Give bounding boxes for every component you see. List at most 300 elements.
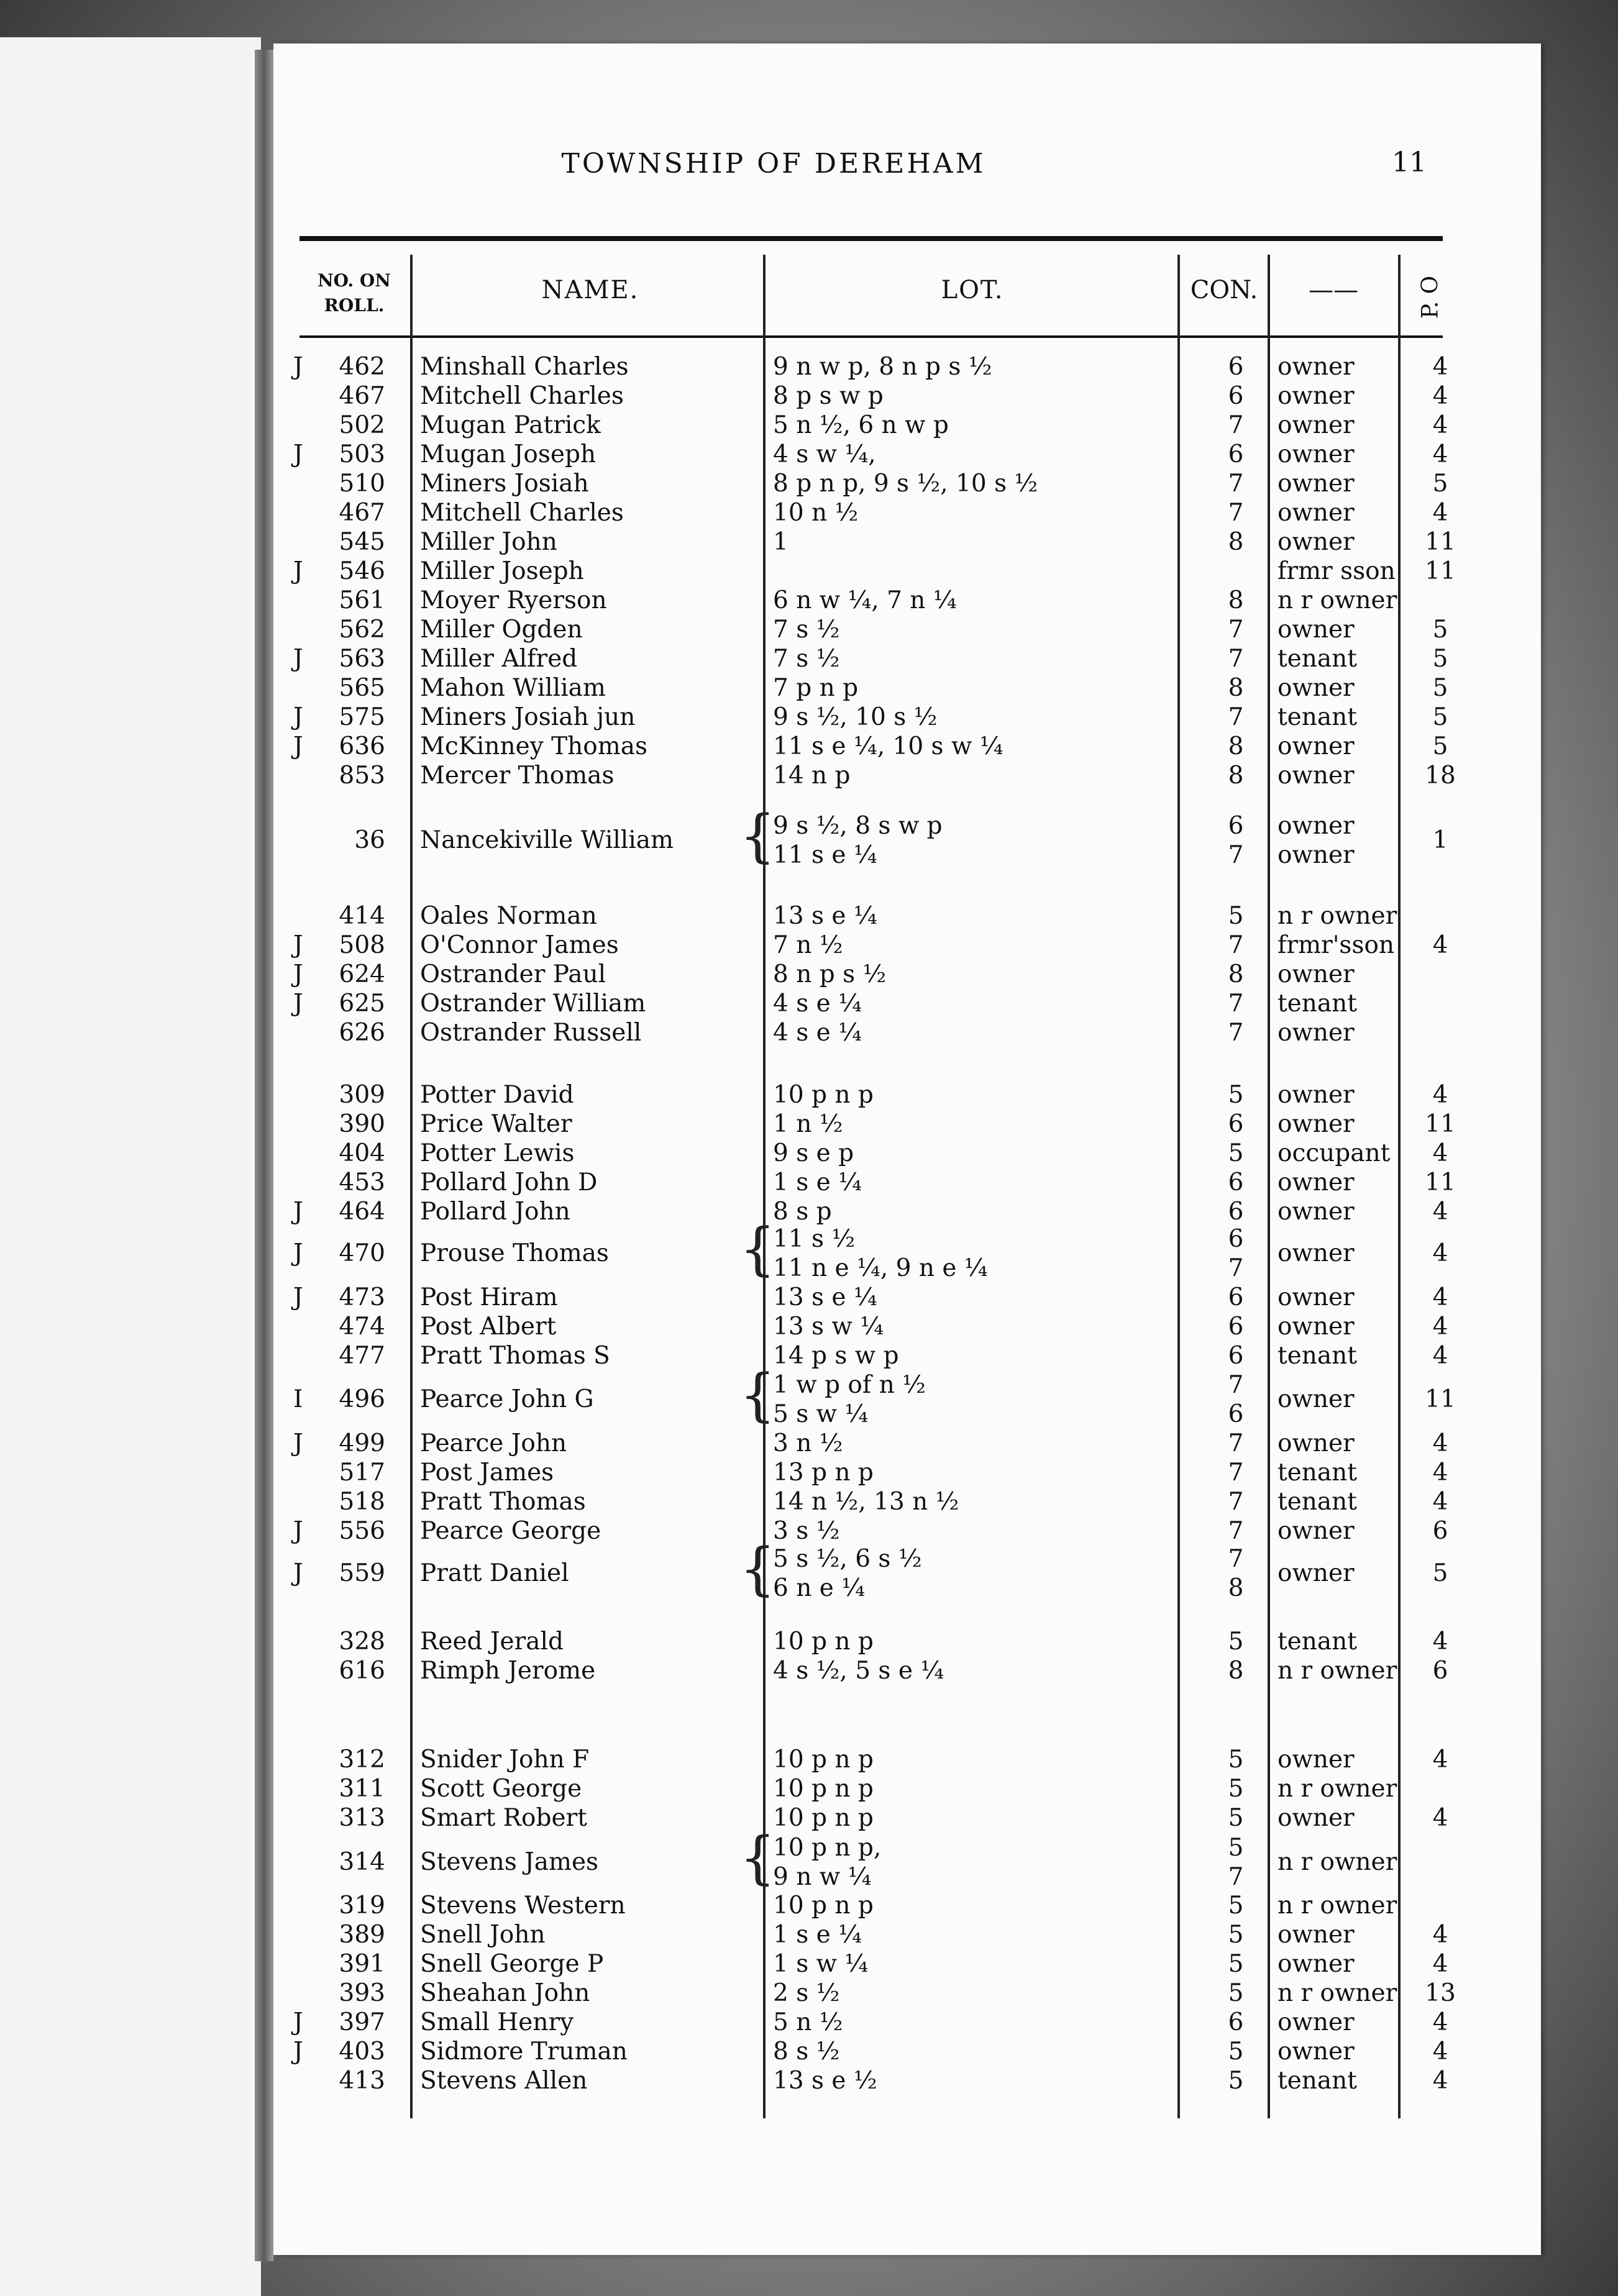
cell-po: 5 [1432, 1559, 1448, 1587]
cell-po: 4 [1432, 1198, 1448, 1226]
cell-con: 5 [1228, 1081, 1244, 1109]
cell-j: J [293, 645, 303, 673]
cell-name: Post Albert [420, 1313, 557, 1341]
cell-name: Miller Alfred [420, 645, 578, 673]
cell-roll: 853 [339, 762, 385, 790]
cell-occ: owner [1277, 1517, 1355, 1545]
cell-j: I [293, 1385, 303, 1413]
cell-roll: 477 [339, 1342, 385, 1370]
cell-name: Pearce John [420, 1429, 567, 1457]
cell-con: 8 [1228, 586, 1244, 614]
cell-po: 4 [1432, 353, 1448, 381]
cell-po: 6 [1432, 1517, 1448, 1545]
cell-name: Sidmore Truman [420, 2038, 628, 2066]
cell-name: Post James [420, 1459, 554, 1487]
cell-con: 7 [1228, 1019, 1244, 1047]
cell-occ: n r owner [1277, 1775, 1397, 1803]
cell-lot: 10 p n p [773, 1746, 874, 1774]
cell-name: Ostrander William [420, 990, 646, 1018]
cell-roll: 499 [339, 1429, 385, 1457]
cell-lot: 3 n ½ [773, 1429, 843, 1457]
cell-lot: 10 p n p [773, 1081, 874, 1109]
cell-roll: 467 [339, 499, 385, 527]
cell-j: J [293, 353, 303, 381]
book-spine [255, 50, 273, 2261]
cell-name: Miners Josiah jun [420, 703, 636, 731]
cell-roll: 404 [339, 1139, 385, 1167]
cell-con: 7 [1228, 470, 1244, 498]
page-number: 11 [1392, 147, 1427, 178]
cell-lot: 10 p n p, [773, 1833, 882, 1862]
brace-icon: { [739, 1362, 776, 1428]
cell-con: 6 [1228, 1110, 1244, 1138]
cell-po: 4 [1432, 1081, 1448, 1109]
cell-con-second-line: 7 [1228, 840, 1244, 869]
cell-roll: 510 [339, 470, 385, 498]
cell-occ: owner [1277, 1110, 1355, 1138]
cell-j: J [293, 1283, 303, 1311]
cell-roll: 312 [339, 1746, 385, 1774]
cell-con: 8 [1228, 528, 1244, 556]
header-post-office: P. O [1417, 275, 1443, 319]
cell-name: Pratt Thomas S [420, 1342, 610, 1370]
cell-j: J [293, 1198, 303, 1226]
cell-j: J [293, 1239, 303, 1267]
cell-con: 7 [1228, 1370, 1244, 1399]
cell-roll: 562 [339, 616, 385, 644]
cell-lot: 1 s e ¼ [773, 1168, 862, 1196]
cell-occ: owner [1277, 2008, 1355, 2036]
cell-con: 8 [1228, 674, 1244, 702]
cell-occ: owner [1277, 528, 1355, 556]
cell-occ: n r owner [1277, 586, 1397, 614]
cell-po: 13 [1425, 1979, 1456, 2007]
cell-po: 4 [1432, 1488, 1448, 1516]
cell-occ: owner [1277, 353, 1355, 381]
cell-lot: 8 s ½ [773, 2038, 840, 2066]
header-con: CON. [1190, 276, 1258, 304]
cell-con: 7 [1228, 931, 1244, 959]
cell-po: 4 [1432, 1342, 1448, 1370]
cell-con: 5 [1228, 1139, 1244, 1167]
cell-con: 5 [1228, 2038, 1244, 2066]
cell-con: 8 [1228, 732, 1244, 760]
cell-name: Miller John [420, 528, 557, 556]
cell-con: 8 [1228, 762, 1244, 790]
cell-con: 5 [1228, 1804, 1244, 1832]
cell-po: 4 [1432, 1313, 1448, 1341]
cell-occ: n r owner [1277, 1979, 1397, 2007]
cell-po: 4 [1432, 440, 1448, 468]
cell-con: 7 [1228, 1429, 1244, 1457]
cell-name: Snell George P [420, 1950, 604, 1978]
cell-roll: 403 [339, 2038, 385, 2066]
cell-occ: owner [1277, 960, 1355, 988]
cell-con-second-line: 7 [1228, 1862, 1244, 1891]
cell-roll: 545 [339, 528, 385, 556]
cell-lot: 14 n p [773, 762, 851, 790]
cell-j: J [293, 1559, 303, 1587]
running-head: TOWNSHIP OF DEREHAM [561, 148, 986, 180]
cell-name: Potter Lewis [420, 1139, 575, 1167]
cell-name: Mugan Patrick [420, 411, 601, 439]
cell-po: 11 [1425, 1168, 1456, 1196]
brace-icon: { [739, 803, 776, 869]
cell-name: Stevens James [420, 1848, 599, 1876]
cell-con: 7 [1228, 1459, 1244, 1487]
cell-occ: owner [1277, 1239, 1355, 1267]
cell-lot: 4 s ½, 5 s e ¼ [773, 1657, 944, 1685]
cell-occ: owner [1277, 1081, 1355, 1109]
cell-con-second-line: 6 [1228, 1400, 1244, 1428]
cell-occ: owner [1277, 1019, 1355, 1047]
facing-page [0, 37, 261, 2296]
cell-occ: occupant [1277, 1139, 1391, 1167]
cell-name: Mahon William [420, 674, 606, 702]
cell-occ: tenant [1277, 1459, 1357, 1487]
cell-con: 6 [1228, 353, 1244, 381]
cell-j: J [293, 732, 303, 760]
cell-occ: owner [1277, 499, 1355, 527]
cell-roll: 503 [339, 440, 385, 468]
cell-roll: 328 [339, 1628, 385, 1656]
cell-occ: tenant [1277, 2067, 1357, 2095]
cell-name: Pratt Daniel [420, 1559, 569, 1587]
cell-roll: 393 [339, 1979, 385, 2007]
cell-occ: tenant [1277, 703, 1357, 731]
cell-name: Rimph Jerome [420, 1657, 596, 1685]
cell-occ: owner [1277, 1950, 1355, 1978]
cell-lot: 5 n ½ [773, 2008, 843, 2036]
cell-po: 4 [1432, 1283, 1448, 1311]
cell-con: 7 [1228, 1517, 1244, 1545]
cell-po: 5 [1432, 703, 1448, 731]
cell-po: 4 [1432, 1746, 1448, 1774]
cell-con: 6 [1228, 1168, 1244, 1196]
cell-lot: 10 n ½ [773, 499, 859, 527]
cell-name: Stevens Allen [420, 2067, 588, 2095]
cell-name: McKinney Thomas [420, 732, 647, 760]
cell-name: Nancekiville William [420, 826, 674, 854]
cell-lot: 8 s p [773, 1198, 832, 1226]
cell-name: Mugan Joseph [420, 440, 596, 468]
cell-j: J [293, 990, 303, 1018]
header-rule [299, 335, 1443, 338]
cell-roll: 414 [339, 902, 385, 930]
cell-roll: 470 [339, 1239, 385, 1267]
cell-lot: 7 n ½ [773, 931, 843, 959]
cell-occ: tenant [1277, 645, 1357, 673]
cell-roll: 319 [339, 1892, 385, 1920]
cell-lot: 8 p n p, 9 s ½, 10 s ½ [773, 470, 1038, 498]
cell-occ: owner [1277, 762, 1355, 790]
cell-po: 4 [1432, 931, 1448, 959]
cell-roll: 309 [339, 1081, 385, 1109]
cell-roll: 636 [339, 732, 385, 760]
cell-occ: owner [1277, 382, 1355, 410]
cell-lot-second-line: 6 n e ¼ [773, 1574, 866, 1602]
cell-con: 5 [1228, 1892, 1244, 1920]
cell-lot: 7 s ½ [773, 645, 840, 673]
cell-occ: owner [1277, 1804, 1355, 1832]
cell-con: 6 [1228, 1283, 1244, 1311]
cell-con: 8 [1228, 960, 1244, 988]
cell-occ: owner [1277, 732, 1355, 760]
cell-name: Snider John F [420, 1746, 590, 1774]
cell-occ: owner [1277, 1283, 1355, 1311]
cell-lot: 13 s e ½ [773, 2067, 877, 2095]
cell-j: J [293, 2038, 303, 2066]
cell-lot: 10 p n p [773, 1892, 874, 1920]
cell-name: Reed Jerald [420, 1628, 564, 1656]
cell-occ-second-line: owner [1277, 840, 1355, 869]
cell-con: 6 [1228, 440, 1244, 468]
cell-roll: 473 [339, 1283, 385, 1311]
cell-po: 5 [1432, 732, 1448, 760]
cell-roll: 474 [339, 1313, 385, 1341]
cell-po: 4 [1432, 1459, 1448, 1487]
cell-po: 11 [1425, 528, 1456, 556]
cell-occ: tenant [1277, 1488, 1357, 1516]
cell-lot: 13 s e ¼ [773, 902, 877, 930]
cell-occ: tenant [1277, 1628, 1357, 1656]
cell-roll: 496 [339, 1385, 385, 1413]
cell-name: Mitchell Charles [420, 499, 624, 527]
cell-name: Stevens Western [420, 1892, 626, 1920]
cell-roll: 556 [339, 1517, 385, 1545]
cell-name: Ostrander Russell [420, 1019, 642, 1047]
cell-name: Mitchell Charles [420, 382, 624, 410]
cell-con: 6 [1228, 382, 1244, 410]
cell-roll: 462 [339, 353, 385, 381]
cell-lot: 1 n ½ [773, 1110, 843, 1138]
cell-lot: 1 w p of n ½ [773, 1370, 926, 1399]
cell-po: 4 [1432, 2038, 1448, 2066]
header-occupation: —— [1309, 276, 1358, 304]
cell-lot: 10 p n p [773, 1628, 874, 1656]
cell-con: 7 [1228, 645, 1244, 673]
cell-lot: 1 s e ¼ [773, 1921, 862, 1949]
cell-con: 7 [1228, 499, 1244, 527]
cell-lot: 9 s ½, 8 s w p [773, 811, 943, 840]
cell-name: Prouse Thomas [420, 1239, 609, 1267]
cell-lot: 14 n ½, 13 n ½ [773, 1488, 959, 1516]
top-rule [299, 236, 1443, 241]
cell-j: J [293, 1517, 303, 1545]
cell-con: 7 [1228, 1544, 1244, 1573]
cell-lot: 8 p s w p [773, 382, 884, 410]
cell-lot: 5 s ½, 6 s ½ [773, 1544, 922, 1573]
cell-occ: owner [1277, 470, 1355, 498]
cell-name: Miners Josiah [420, 470, 589, 498]
cell-roll: 565 [339, 674, 385, 702]
cell-lot: 9 n w p, 8 n p s ½ [773, 353, 992, 381]
cell-name: Mercer Thomas [420, 762, 615, 790]
cell-roll: 453 [339, 1168, 385, 1196]
cell-name: Small Henry [420, 2008, 574, 2036]
cell-lot: 7 s ½ [773, 616, 840, 644]
cell-lot: 7 p n p [773, 674, 859, 702]
cell-name: Moyer Ryerson [420, 586, 607, 614]
column-line-roll [410, 255, 413, 2118]
cell-roll: 389 [339, 1921, 385, 1949]
cell-j: J [293, 931, 303, 959]
cell-po: 18 [1425, 762, 1456, 790]
cell-occ: owner [1277, 411, 1355, 439]
cell-con: 5 [1228, 902, 1244, 930]
cell-occ: frmr'sson [1277, 931, 1395, 959]
cell-occ: owner [1277, 811, 1355, 840]
cell-name: Miller Ogden [420, 616, 583, 644]
cell-lot-second-line: 9 n w ¼ [773, 1862, 872, 1891]
cell-con-second-line: 8 [1228, 1574, 1244, 1602]
cell-con: 5 [1228, 1628, 1244, 1656]
cell-lot: 9 s ½, 10 s ½ [773, 703, 938, 731]
cell-lot: 13 p n p [773, 1459, 874, 1487]
cell-roll: 390 [339, 1110, 385, 1138]
cell-name: Snell John [420, 1921, 546, 1949]
cell-name: Post Hiram [420, 1283, 558, 1311]
cell-roll: 518 [339, 1488, 385, 1516]
cell-con: 7 [1228, 411, 1244, 439]
cell-lot: 14 p s w p [773, 1342, 899, 1370]
cell-po: 4 [1432, 499, 1448, 527]
cell-name: Price Walter [420, 1110, 572, 1138]
cell-con: 6 [1228, 811, 1244, 840]
cell-lot: 10 p n p [773, 1804, 874, 1832]
cell-po: 5 [1432, 674, 1448, 702]
cell-occ: n r owner [1277, 1848, 1397, 1876]
cell-j: J [293, 960, 303, 988]
cell-lot-second-line: 5 s w ¼ [773, 1400, 869, 1428]
cell-occ: owner [1277, 1313, 1355, 1341]
column-line-con [1268, 255, 1270, 2118]
cell-occ: frmr sson [1277, 557, 1396, 585]
cell-occ: n r owner [1277, 1657, 1397, 1685]
cell-roll: 616 [339, 1657, 385, 1685]
cell-roll: 517 [339, 1459, 385, 1487]
cell-roll: 626 [339, 1019, 385, 1047]
header-roll-line2: ROLL. [324, 295, 385, 316]
cell-lot: 11 s ½ [773, 1224, 856, 1253]
cell-lot: 1 [773, 528, 788, 556]
cell-occ: owner [1277, 1168, 1355, 1196]
cell-po: 4 [1432, 1950, 1448, 1978]
cell-po: 1 [1432, 826, 1448, 854]
cell-con: 5 [1228, 1775, 1244, 1803]
cell-po: 5 [1432, 616, 1448, 644]
cell-lot: 2 s ½ [773, 1979, 840, 2007]
cell-roll: 391 [339, 1950, 385, 1978]
cell-con: 6 [1228, 1224, 1244, 1253]
cell-occ: owner [1277, 674, 1355, 702]
cell-con: 6 [1228, 1198, 1244, 1226]
cell-name: Minshall Charles [420, 353, 629, 381]
cell-po: 5 [1432, 470, 1448, 498]
column-line-lot [1177, 255, 1180, 2118]
cell-lot: 4 s e ¼ [773, 1019, 862, 1047]
cell-occ: n r owner [1277, 1892, 1397, 1920]
header-lot: LOT. [941, 276, 1004, 304]
cell-occ: tenant [1277, 990, 1357, 1018]
cell-occ: n r owner [1277, 902, 1397, 930]
cell-con: 7 [1228, 616, 1244, 644]
cell-con: 7 [1228, 990, 1244, 1018]
cell-j: J [293, 703, 303, 731]
header-roll-line1: NO. ON [318, 270, 391, 291]
cell-con-second-line: 7 [1228, 1254, 1244, 1282]
cell-roll: 561 [339, 586, 385, 614]
cell-name: O'Connor James [420, 931, 619, 959]
cell-lot: 11 s e ¼, 10 s w ¼ [773, 732, 1003, 760]
cell-roll: 508 [339, 931, 385, 959]
cell-name: Scott George [420, 1775, 582, 1803]
cell-po: 4 [1432, 1921, 1448, 1949]
cell-con: 6 [1228, 2008, 1244, 2036]
cell-con: 7 [1228, 703, 1244, 731]
cell-lot: 5 n ½, 6 n w p [773, 411, 949, 439]
cell-po: 11 [1425, 1385, 1456, 1413]
cell-po: 4 [1432, 411, 1448, 439]
cell-roll: 546 [339, 557, 385, 585]
cell-roll: 36 [354, 826, 385, 854]
cell-con: 5 [1228, 1746, 1244, 1774]
column-line-occ [1398, 255, 1401, 2118]
cell-occ: owner [1277, 440, 1355, 468]
cell-con: 5 [1228, 1950, 1244, 1978]
cell-roll: 575 [339, 703, 385, 731]
cell-lot: 6 n w ¼, 7 n ¼ [773, 586, 957, 614]
cell-j: J [293, 440, 303, 468]
cell-occ: owner [1277, 1746, 1355, 1774]
cell-con: 5 [1228, 1921, 1244, 1949]
cell-roll: 464 [339, 1198, 385, 1226]
cell-lot-second-line: 11 s e ¼ [773, 840, 877, 869]
cell-roll: 397 [339, 2008, 385, 2036]
cell-name: Sheahan John [420, 1979, 590, 2007]
cell-lot: 9 s e p [773, 1139, 854, 1167]
cell-occ: owner [1277, 1921, 1355, 1949]
cell-po: 4 [1432, 382, 1448, 410]
cell-po: 4 [1432, 1804, 1448, 1832]
cell-po: 11 [1425, 1110, 1456, 1138]
cell-po: 6 [1432, 1657, 1448, 1685]
cell-occ: owner [1277, 2038, 1355, 2066]
cell-roll: 467 [339, 382, 385, 410]
cell-roll: 625 [339, 990, 385, 1018]
cell-roll: 624 [339, 960, 385, 988]
cell-lot: 13 s e ¼ [773, 1283, 877, 1311]
cell-name: Smart Robert [420, 1804, 587, 1832]
header-name: NAME. [541, 276, 639, 304]
cell-occ: owner [1277, 1429, 1355, 1457]
cell-po: 4 [1432, 1139, 1448, 1167]
cell-name: Pearce John G [420, 1385, 594, 1413]
cell-lot: 8 n p s ½ [773, 960, 887, 988]
cell-lot: 1 s w ¼ [773, 1950, 869, 1978]
cell-con: 5 [1228, 1979, 1244, 2007]
cell-con: 6 [1228, 1342, 1244, 1370]
cell-po: 4 [1432, 2008, 1448, 2036]
cell-lot: 4 s w ¼, [773, 440, 876, 468]
cell-lot: 13 s w ¼ [773, 1313, 884, 1341]
cell-roll: 413 [339, 2067, 385, 2095]
cell-occ: owner [1277, 1559, 1355, 1587]
cell-name: Pollard John [420, 1198, 570, 1226]
cell-lot: 3 s ½ [773, 1517, 840, 1545]
cell-j: J [293, 1429, 303, 1457]
cell-po: 4 [1432, 1429, 1448, 1457]
